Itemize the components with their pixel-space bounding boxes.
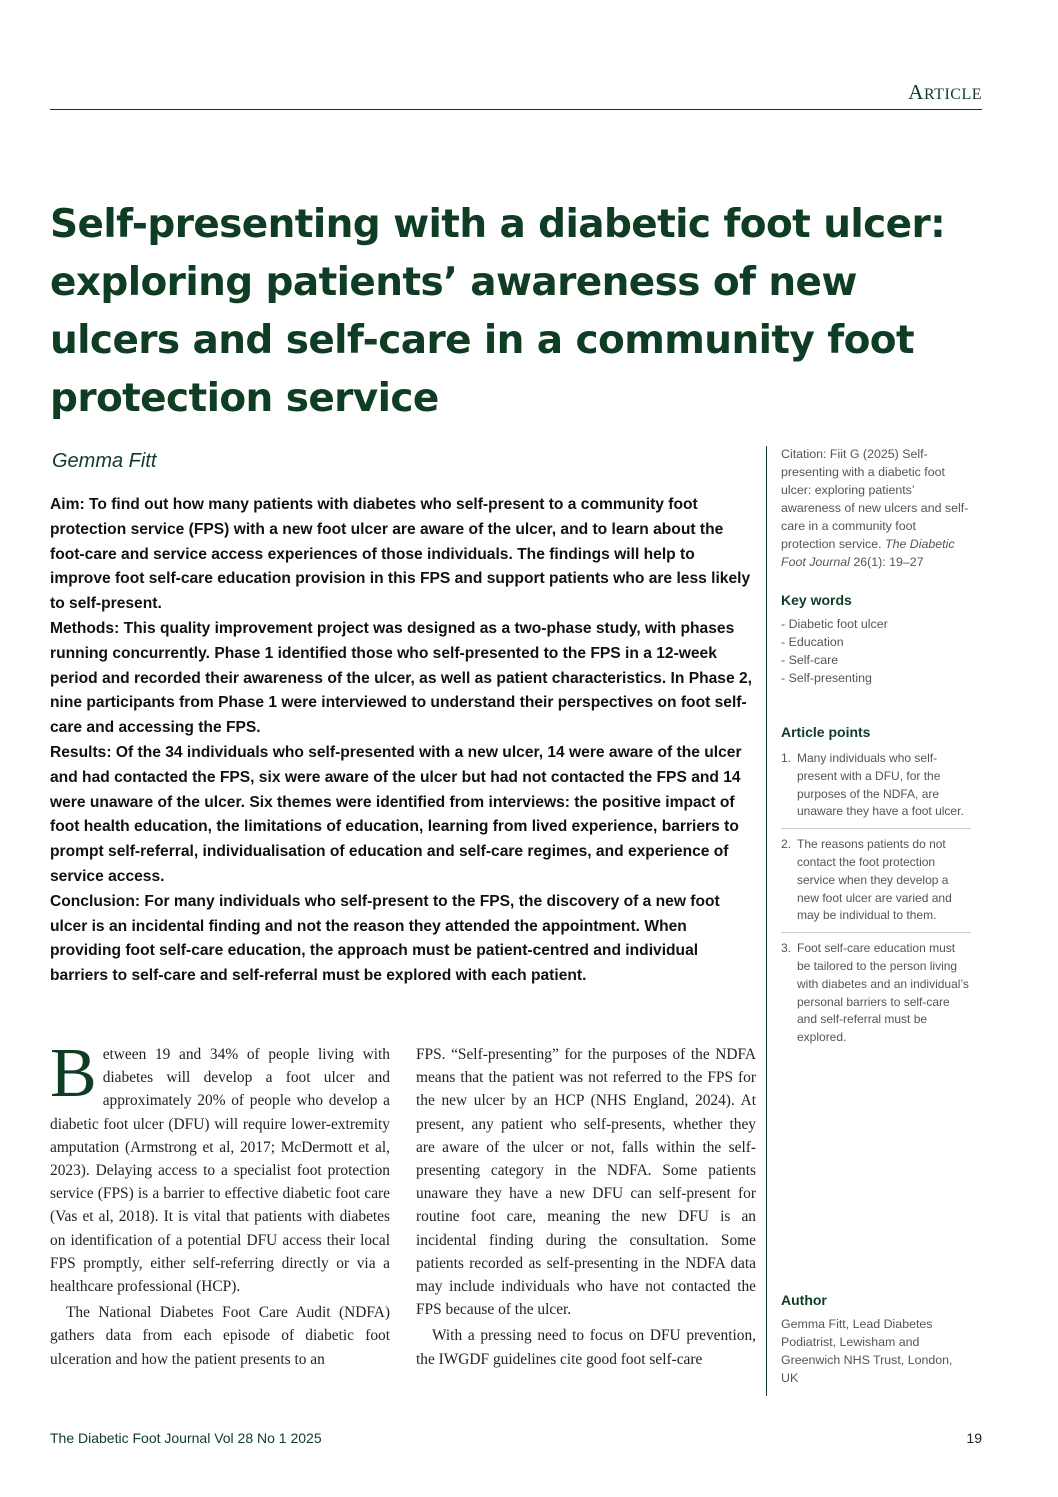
abstract-aim: Aim: To find out how many patients with diabetes who self-present to a community foot protection service (FPS) with a new foot ulcer are aware of the ulcer, and to learn about the foot-care and service access experiences of those individuals. The findings will help to improve foot self-care education provision in this FPS and support patients who are less likely to self-present. bbox=[50, 496, 751, 613]
sidebar-rule bbox=[766, 446, 767, 1396]
article-point-number: 1. bbox=[781, 751, 792, 765]
body-column-left bbox=[50, 1035, 390, 1371]
citation-ref: 26(1): 19–27 bbox=[853, 555, 924, 569]
body-paragraph: FPS. “Self-presenting” for the purposes of the NDFA means that the patient was not referred to the FPS for the new ulcer by an HCP (NHS England, 2024). At present, any patient who self-presents, whether they are aware of the ulcer or not, falls within the self-presenting category in the NDFA. Some patients unaware they have a new DFU can self-present for routine foot care, meaning the new DFU is an incidental finding during the consultation. Some patients recorded as self-presenting in the NDFA data may include individuals who have not contacted the FPS because of the ulcer. bbox=[416, 1046, 756, 1319]
body-column-right bbox=[416, 1043, 756, 1371]
keywords-heading: Key words bbox=[781, 592, 852, 608]
keyword-item: - Self-presenting bbox=[781, 671, 872, 685]
keywords-list bbox=[781, 615, 888, 687]
keyword-item: - Diabetic foot ulcer bbox=[781, 617, 888, 631]
article-title: Self-presenting with a diabetic foot ulcer: exploring patients’ awareness of new ulcers and self-care in a community foot protection service bbox=[50, 202, 946, 421]
page-number: 19 bbox=[966, 1430, 982, 1446]
citation bbox=[781, 445, 971, 571]
author-heading: Author bbox=[781, 1292, 827, 1308]
article-points-heading: Article points bbox=[781, 724, 871, 740]
author-bio: Gemma Fitt, Lead Diabetes Podiatrist, Lewisham and Greenwich NHS Trust, London, UK bbox=[781, 1317, 953, 1385]
citation-journal: The Diabetic Foot Journal bbox=[781, 537, 955, 569]
article-point-number: 2. bbox=[781, 837, 792, 852]
body-paragraph: With a pressing need to focus on DFU prevention, the IWGDF guidelines cite good foot self-care bbox=[416, 1327, 756, 1368]
article-point-text: Foot self-care education must be tailored to the person living with diabetes and an individual’s personal barriers to self-care and self-referral must be explored. bbox=[797, 941, 969, 1045]
article-points-list bbox=[781, 750, 971, 1061]
body-paragraph: The National Diabetes Foot Care Audit (NDFA) gathers data from each episode of diabetic foot ulceration and how the patient presents to an bbox=[50, 1304, 390, 1368]
abstract-methods: Methods: This quality improvement project was designed as a two-phase study, with phases running concurrently. Phase 1 identified those who self-presented to the FPS in a 12-week period and recorded their awareness of the ulcer, as well as patient characteristics. In Phase 2, nine participants from Phase 1 were interviewed to understand their perspectives on foot self-care and accessing the FPS. bbox=[50, 619, 752, 737]
keyword-item: - Education bbox=[781, 635, 844, 649]
article-point-number: 3. bbox=[781, 941, 792, 956]
article-point-text: The reasons patients do not contact the foot protection service when they develop a new foot ulcer are varied and may be individual to them. bbox=[797, 837, 952, 923]
author-name: Gemma Fitt bbox=[52, 450, 157, 472]
article-point bbox=[781, 750, 971, 829]
section-label: ARTICLE bbox=[908, 80, 982, 104]
drop-cap: B bbox=[50, 1035, 97, 1112]
keyword-item: - Self-care bbox=[781, 653, 839, 667]
abstract-conclusion: Conclusion: For many individuals who self-present to the FPS, the discovery of a new foot ulcer is an incidental finding and not the reason they attended the appointment. When providing foot self-care education, the approach must be patient-centred and individual barriers to self-care and self-referral must be explored with each patient. bbox=[50, 892, 720, 985]
body-paragraph: Between 19 and 34% of people living with diabetes will develop a foot ulcer and approximately 20% of people who develop a diabetic foot ulcer (DFU) will require lower-extremity amputation (Armstrong et al, 2017; McDermott et al, 2023). Delaying access to a specialist foot protection service (FPS) is a barrier to effective diabetic foot care (Vas et al, 2018). It is vital that patients with diabetes on identification of a potential DFU access their local FPS promptly, either self-referring directly or via a healthcare professional (HCP). bbox=[50, 1035, 390, 1296]
abstract-results: Results: Of the 34 individuals who self-presented with a new ulcer, 14 were aware of the ulcer and had contacted the FPS, six were aware of the ulcer but had not contacted the FPS and 14 were unaware of the ulcer. Six themes were identified from interviews: the positive impact of foot health education, the limitations of education, learning from lived experience, barriers to prompt self-referral, individualisation of education and self-care regimes, and experience of service access. bbox=[50, 743, 742, 885]
citation-text: Citation: Fiit G (2025) Self-presenting with a diabetic foot ulcer: exploring patients’ awareness of new ulcers and self-care in a community foot protection service. bbox=[781, 447, 969, 551]
header-rule bbox=[50, 109, 982, 110]
article-point bbox=[781, 940, 971, 1054]
abstract bbox=[50, 493, 755, 989]
article-point-text: Many individuals who self-present with a DFU, for the purposes of the NDFA, are unaware they have a foot ulcer. bbox=[797, 751, 964, 819]
article-point bbox=[781, 836, 971, 933]
footer-journal: The Diabetic Foot Journal Vol 28 No 1 2025 bbox=[50, 1430, 322, 1446]
